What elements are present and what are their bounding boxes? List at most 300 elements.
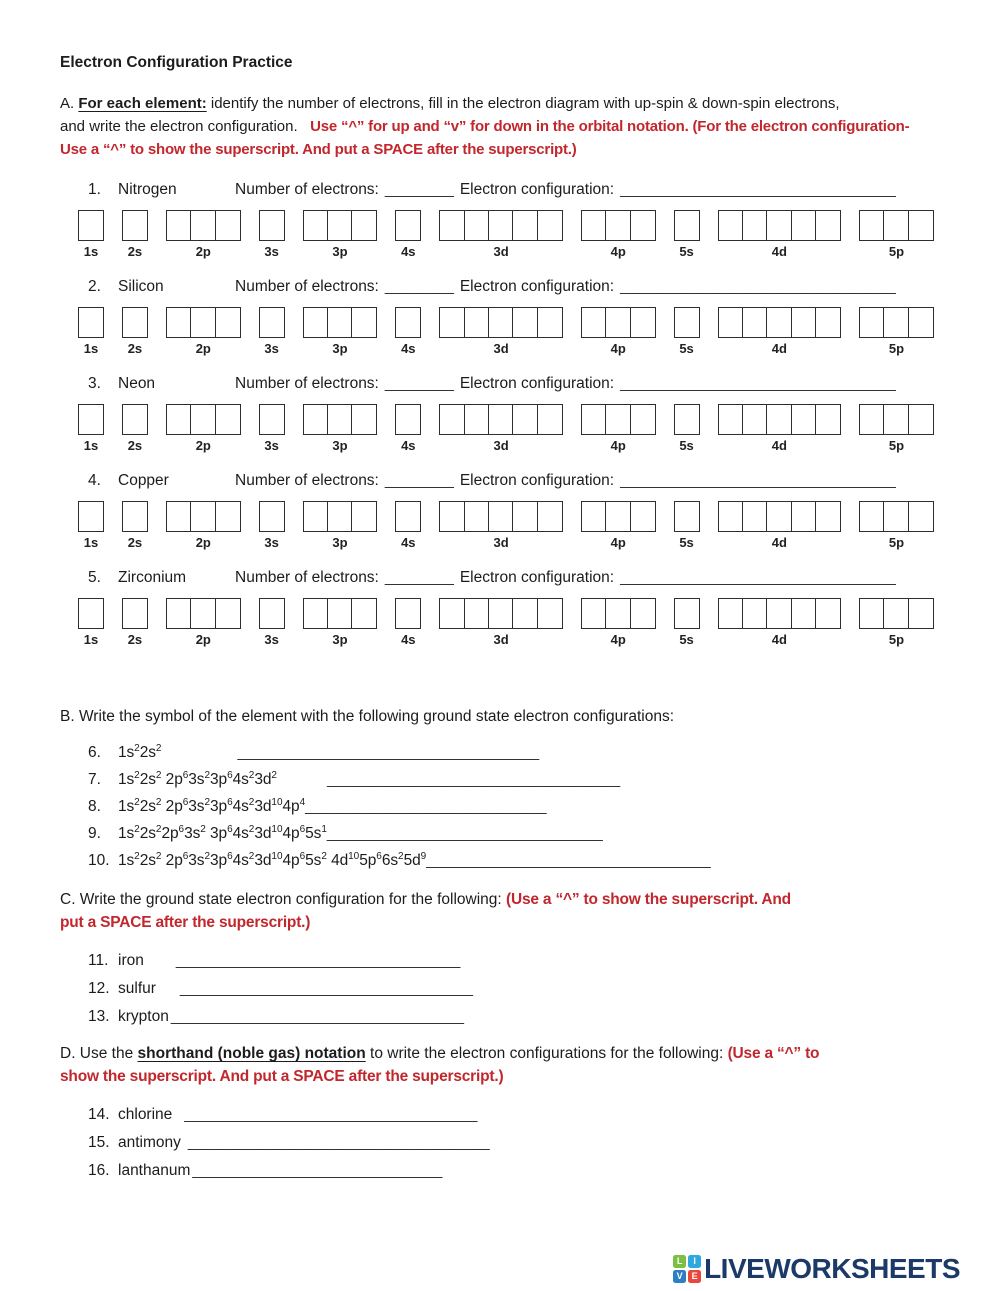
text-segment: put a SPACE after the superscript.) xyxy=(60,914,311,931)
answer-blank[interactable]: _________________________________ xyxy=(175,952,461,969)
element-name: Silicon xyxy=(118,278,164,295)
orbital-group-4d xyxy=(718,501,842,550)
orbital-box[interactable] xyxy=(327,210,353,241)
orbital-box[interactable] xyxy=(190,501,216,532)
superscript: 6 xyxy=(227,823,233,835)
orbital-box[interactable] xyxy=(766,307,792,338)
orbital-group-4s xyxy=(395,404,421,453)
orbital-box[interactable] xyxy=(464,501,490,532)
question-number: 2. xyxy=(88,278,101,295)
orbital-box[interactable] xyxy=(303,598,329,629)
orbital-box[interactable] xyxy=(190,598,216,629)
orbital-box[interactable] xyxy=(859,307,885,338)
orbital-box[interactable] xyxy=(630,598,656,629)
orbital-label: 3d xyxy=(493,632,509,647)
orbital-box[interactable] xyxy=(791,210,817,241)
orbital-box[interactable] xyxy=(908,501,934,532)
section-b-heading: B. Write the symbol of the element with the following ground state electron configurations: xyxy=(60,708,675,725)
orbital-label: 1s xyxy=(83,438,99,453)
orbital-group-2p xyxy=(166,210,241,259)
orbital-box[interactable] xyxy=(488,210,514,241)
element-item xyxy=(88,1132,960,1154)
orbital-box[interactable] xyxy=(395,598,421,629)
orbital-group-2s xyxy=(122,210,148,259)
element-name: Copper xyxy=(118,472,169,489)
orbital-box[interactable] xyxy=(630,210,656,241)
orbital-box[interactable] xyxy=(439,307,465,338)
orbital-box[interactable] xyxy=(78,404,104,435)
orbital-boxes xyxy=(303,598,378,629)
orbital-box[interactable] xyxy=(581,307,607,338)
orbital-boxes xyxy=(859,210,934,241)
orbital-group-3d xyxy=(439,210,563,259)
config-answer-blank[interactable]: ________________________________ xyxy=(620,472,896,489)
orbital-box[interactable] xyxy=(859,501,885,532)
orbital-box[interactable] xyxy=(674,501,700,532)
orbital-box[interactable] xyxy=(908,307,934,338)
orbital-label: 4p xyxy=(610,535,626,550)
orbital-box[interactable] xyxy=(815,598,841,629)
orbital-box[interactable] xyxy=(815,210,841,241)
orbital-groups xyxy=(78,501,934,550)
orbital-box[interactable] xyxy=(742,501,768,532)
orbital-text: 4p xyxy=(282,852,300,869)
orbital-box[interactable] xyxy=(259,404,285,435)
question-number: 7. xyxy=(88,771,101,788)
orbital-box[interactable] xyxy=(166,501,192,532)
superscript: 1 xyxy=(321,823,327,835)
orbital-box[interactable] xyxy=(439,210,465,241)
superscript: 2 xyxy=(155,742,162,754)
orbital-label: 3p xyxy=(332,535,348,550)
orbital-box[interactable] xyxy=(605,501,631,532)
orbital-text: 2s xyxy=(139,825,156,842)
heading-line xyxy=(60,888,960,911)
element-name: iron xyxy=(118,952,144,969)
orbital-box[interactable] xyxy=(512,404,538,435)
orbital-box[interactable] xyxy=(190,404,216,435)
orbital-box[interactable] xyxy=(908,210,934,241)
orbital-box[interactable] xyxy=(630,404,656,435)
orbital-box[interactable] xyxy=(464,307,490,338)
orbital-group-5s xyxy=(674,210,700,259)
orbital-boxes xyxy=(859,307,934,338)
question-number: 3. xyxy=(88,375,101,392)
orbital-boxes xyxy=(303,210,378,241)
orbital-boxes xyxy=(859,404,934,435)
orbital-box[interactable] xyxy=(674,598,700,629)
orbital-group-4s xyxy=(395,210,421,259)
orbital-box[interactable] xyxy=(815,307,841,338)
orbital-box[interactable] xyxy=(122,307,148,338)
orbital-boxes xyxy=(259,501,285,532)
orbital-group-4p xyxy=(581,404,656,453)
orbital-box[interactable] xyxy=(78,501,104,532)
orbital-box[interactable] xyxy=(742,210,768,241)
orbital-label: 2s xyxy=(127,244,143,259)
orbital-box[interactable] xyxy=(512,307,538,338)
orbital-label: 2p xyxy=(195,438,211,453)
orbital-boxes xyxy=(78,404,104,435)
orbital-box[interactable] xyxy=(630,307,656,338)
section-c xyxy=(60,888,960,1028)
row-header xyxy=(88,276,960,297)
superscript: 6 xyxy=(299,850,306,862)
orbital-box[interactable] xyxy=(122,210,148,241)
question-number: 5. xyxy=(88,569,101,586)
config-label: Electron configuration: xyxy=(459,472,615,489)
orbital-text: 2s xyxy=(139,798,156,815)
orbital-box[interactable] xyxy=(537,307,563,338)
orbital-box[interactable] xyxy=(122,598,148,629)
orbital-group-4d xyxy=(718,307,842,356)
element-item xyxy=(88,950,960,972)
orbital-box[interactable] xyxy=(190,307,216,338)
orbital-box[interactable] xyxy=(581,404,607,435)
orbital-box[interactable] xyxy=(605,598,631,629)
superscript: 2 xyxy=(204,796,211,808)
orbital-box[interactable] xyxy=(537,598,563,629)
orbital-box[interactable] xyxy=(351,307,377,338)
superscript: 2 xyxy=(134,823,140,835)
superscript: 2 xyxy=(321,850,327,862)
electrons-label: Number of electrons: xyxy=(235,472,379,489)
orbital-box[interactable] xyxy=(215,598,241,629)
orbital-text: 3s xyxy=(188,798,205,815)
orbital-box[interactable] xyxy=(439,501,465,532)
orbital-group-1s xyxy=(78,501,104,550)
element-item xyxy=(88,978,960,1000)
orbital-boxes xyxy=(674,598,700,629)
row-header xyxy=(88,179,960,200)
orbital-box[interactable] xyxy=(883,598,909,629)
orbital-boxes xyxy=(303,404,378,435)
orbital-box[interactable] xyxy=(766,598,792,629)
orbital-box[interactable] xyxy=(718,210,744,241)
superscript: 2 xyxy=(200,823,206,835)
orbital-box[interactable] xyxy=(791,307,817,338)
orbital-boxes xyxy=(439,501,563,532)
orbital-group-5p xyxy=(859,404,934,453)
brand-tile-I: I xyxy=(688,1255,701,1268)
orbital-box[interactable] xyxy=(674,404,700,435)
superscript: 2 xyxy=(248,769,255,781)
orbital-boxes xyxy=(78,210,104,241)
electron-configuration xyxy=(118,769,277,791)
orbital-boxes xyxy=(674,307,700,338)
orbital-box[interactable] xyxy=(439,598,465,629)
orbital-boxes xyxy=(581,404,656,435)
orbital-boxes xyxy=(166,404,241,435)
orbital-boxes xyxy=(122,404,148,435)
orbital-box[interactable] xyxy=(581,210,607,241)
orbital-box[interactable] xyxy=(883,210,909,241)
orbital-box[interactable] xyxy=(303,210,329,241)
orbital-box[interactable] xyxy=(259,307,285,338)
orbital-box[interactable] xyxy=(674,210,700,241)
orbital-group-4s xyxy=(395,307,421,356)
superscript: 9 xyxy=(420,850,427,862)
orbital-box[interactable] xyxy=(166,598,192,629)
orbital-box[interactable] xyxy=(908,598,934,629)
electrons-answer-blank[interactable]: ________ xyxy=(384,375,454,392)
orbital-box[interactable] xyxy=(605,307,631,338)
orbital-text: 4s xyxy=(232,825,249,842)
config-answer-blank[interactable]: ________________________________ xyxy=(620,278,896,295)
orbital-box[interactable] xyxy=(537,501,563,532)
element-item xyxy=(88,1104,960,1126)
orbital-box[interactable] xyxy=(718,404,744,435)
orbital-box[interactable] xyxy=(78,307,104,338)
orbital-boxes xyxy=(166,210,241,241)
answer-blank[interactable]: ___________________________________ xyxy=(237,744,540,761)
orbital-box[interactable] xyxy=(883,501,909,532)
orbital-group-3s xyxy=(259,404,285,453)
orbital-boxes xyxy=(122,501,148,532)
orbital-box[interactable] xyxy=(512,210,538,241)
orbital-group-3s xyxy=(259,307,285,356)
orbital-label: 3d xyxy=(493,244,509,259)
orbital-label: 3d xyxy=(493,535,509,550)
question-number: 16. xyxy=(88,1162,110,1179)
orbital-group-5s xyxy=(674,598,700,647)
orbital-box[interactable] xyxy=(327,598,353,629)
orbital-box[interactable] xyxy=(259,598,285,629)
orbital-box[interactable] xyxy=(351,210,377,241)
orbital-box[interactable] xyxy=(303,404,329,435)
orbital-box[interactable] xyxy=(464,598,490,629)
orbital-box[interactable] xyxy=(395,210,421,241)
orbital-box[interactable] xyxy=(259,210,285,241)
intro-line xyxy=(60,138,960,161)
orbital-box[interactable] xyxy=(122,404,148,435)
answer-blank[interactable]: ____________________________ xyxy=(305,798,547,815)
orbital-box[interactable] xyxy=(327,404,353,435)
orbital-box[interactable] xyxy=(859,404,885,435)
question-number: 9. xyxy=(88,825,101,842)
orbital-box[interactable] xyxy=(351,404,377,435)
orbital-boxes xyxy=(166,501,241,532)
orbital-group-5s xyxy=(674,404,700,453)
answer-blank[interactable]: __________________________________ xyxy=(179,980,473,997)
orbital-box[interactable] xyxy=(815,501,841,532)
orbital-box[interactable] xyxy=(581,501,607,532)
orbital-label: 5p xyxy=(888,438,905,453)
orbital-box[interactable] xyxy=(215,307,241,338)
orbital-box[interactable] xyxy=(488,404,514,435)
orbital-box[interactable] xyxy=(166,307,192,338)
orbital-box[interactable] xyxy=(215,501,241,532)
orbital-boxes xyxy=(259,307,285,338)
orbital-box[interactable] xyxy=(303,501,329,532)
orbital-box[interactable] xyxy=(742,307,768,338)
orbital-box[interactable] xyxy=(674,307,700,338)
orbital-box[interactable] xyxy=(581,598,607,629)
config-answer-blank[interactable]: ________________________________ xyxy=(620,181,896,198)
answer-blank[interactable]: _________________________________ xyxy=(426,852,711,869)
orbital-label: 4p xyxy=(610,341,626,356)
orbital-text: 3s xyxy=(188,771,205,788)
superscript: 6 xyxy=(376,850,382,862)
electrons-answer-blank[interactable]: ________ xyxy=(384,181,454,198)
orbital-label: 3p xyxy=(332,244,348,259)
orbital-group-3s xyxy=(259,501,285,550)
heading-line xyxy=(60,911,960,934)
orbital-boxes xyxy=(674,210,700,241)
orbital-box[interactable] xyxy=(908,404,934,435)
text-segment: identify the number of electrons, fill in the electron diagram with up-spin & down-spin electrons, xyxy=(206,95,840,112)
orbital-boxes xyxy=(581,598,656,629)
answer-blank[interactable]: __________________________________ xyxy=(184,1106,478,1123)
orbital-box[interactable] xyxy=(166,210,192,241)
answer-blank[interactable]: _____________________________ xyxy=(192,1162,443,1179)
element-name: krypton xyxy=(118,1008,169,1025)
orbital-group-3d xyxy=(439,501,563,550)
orbital-box[interactable] xyxy=(351,501,377,532)
answer-blank[interactable]: __________________________________ xyxy=(326,771,621,788)
orbital-box[interactable] xyxy=(488,598,514,629)
superscript: 2 xyxy=(134,769,140,781)
orbital-boxes xyxy=(78,598,104,629)
orbital-boxes xyxy=(259,210,285,241)
orbital-group-5p xyxy=(859,307,934,356)
orbital-box[interactable] xyxy=(718,501,744,532)
orbital-box[interactable] xyxy=(351,598,377,629)
orbital-label: 3p xyxy=(332,341,348,356)
orbital-group-4d xyxy=(718,598,842,647)
worksheet-title: Electron Configuration Practice xyxy=(60,54,293,71)
liveworksheets-brand[interactable] xyxy=(673,1253,960,1285)
orbital-box[interactable] xyxy=(464,404,490,435)
orbital-label: 2s xyxy=(127,632,143,647)
text-segment: Use “^” for up and “v” for down in the orbital notation. (For the electron configuration- xyxy=(310,118,910,135)
orbital-box[interactable] xyxy=(605,404,631,435)
orbital-groups xyxy=(78,404,934,453)
orbital-group-2p xyxy=(166,501,241,550)
orbital-box[interactable] xyxy=(742,598,768,629)
orbital-label: 3p xyxy=(332,438,348,453)
orbital-boxes xyxy=(303,307,378,338)
orbital-box[interactable] xyxy=(766,404,792,435)
orbital-group-2p xyxy=(166,307,241,356)
orbital-box[interactable] xyxy=(166,404,192,435)
orbital-box[interactable] xyxy=(122,501,148,532)
orbital-box[interactable] xyxy=(395,501,421,532)
text-segment: and write the electron configuration. xyxy=(60,118,311,135)
orbital-group-4p xyxy=(581,598,656,647)
orbital-text: 2s xyxy=(139,771,156,788)
orbital-box[interactable] xyxy=(259,501,285,532)
answer-blank[interactable]: __________________________________ xyxy=(170,1008,464,1025)
orbital-box[interactable] xyxy=(859,598,885,629)
answer-blank[interactable]: ________________________________ xyxy=(326,825,603,842)
orbital-box[interactable] xyxy=(512,598,538,629)
orbital-text: 3s xyxy=(188,852,205,869)
orbital-group-4p xyxy=(581,501,656,550)
orbital-group-2p xyxy=(166,598,241,647)
orbital-text: 1s xyxy=(118,852,135,869)
electrons-answer-blank[interactable]: ________ xyxy=(384,278,454,295)
orbital-row xyxy=(60,373,960,453)
orbital-box[interactable] xyxy=(512,501,538,532)
orbital-box[interactable] xyxy=(215,210,241,241)
answer-blank[interactable]: ___________________________________ xyxy=(187,1134,490,1151)
orbital-box[interactable] xyxy=(303,307,329,338)
electrons-answer-blank[interactable]: ________ xyxy=(384,569,454,586)
orbital-box[interactable] xyxy=(464,210,490,241)
orbital-label: 4d xyxy=(771,535,787,550)
orbital-box[interactable] xyxy=(718,598,744,629)
orbital-box[interactable] xyxy=(327,501,353,532)
orbital-box[interactable] xyxy=(766,210,792,241)
orbital-box[interactable] xyxy=(630,501,656,532)
orbital-boxes xyxy=(439,404,563,435)
orbital-text: 5d xyxy=(403,852,421,869)
orbital-label: 2p xyxy=(195,244,211,259)
orbital-boxes xyxy=(259,598,285,629)
orbital-box[interactable] xyxy=(605,210,631,241)
orbital-label: 3p xyxy=(332,632,348,647)
orbital-box[interactable] xyxy=(791,501,817,532)
section-c-heading xyxy=(60,888,960,934)
config-answer-blank[interactable]: ________________________________ xyxy=(620,375,896,392)
orbital-box[interactable] xyxy=(190,210,216,241)
orbital-box[interactable] xyxy=(488,307,514,338)
orbital-group-3p xyxy=(303,501,378,550)
electrons-label: Number of electrons: xyxy=(235,375,379,392)
orbital-box[interactable] xyxy=(327,307,353,338)
electron-configuration xyxy=(118,823,327,845)
orbital-box[interactable] xyxy=(859,210,885,241)
orbital-boxes xyxy=(439,210,563,241)
orbital-box[interactable] xyxy=(537,210,563,241)
orbital-box[interactable] xyxy=(488,501,514,532)
superscript: 2 xyxy=(155,850,162,862)
orbital-box[interactable] xyxy=(718,307,744,338)
electrons-answer-blank[interactable]: ________ xyxy=(384,472,454,489)
orbital-box[interactable] xyxy=(395,404,421,435)
orbital-text: 2p xyxy=(161,771,183,788)
orbital-group-3p xyxy=(303,404,378,453)
orbital-boxes xyxy=(581,210,656,241)
orbital-box[interactable] xyxy=(78,210,104,241)
orbital-box[interactable] xyxy=(883,307,909,338)
element-name: lanthanum xyxy=(118,1162,191,1179)
config-answer-blank[interactable]: ________________________________ xyxy=(620,569,896,586)
electron-configuration xyxy=(118,850,426,872)
orbital-box[interactable] xyxy=(791,598,817,629)
orbital-box[interactable] xyxy=(395,307,421,338)
text-segment: Use a “^” to show the superscript. And put a SPACE after the superscript.) xyxy=(60,141,577,158)
orbital-label: 4s xyxy=(401,341,416,356)
orbital-boxes xyxy=(718,210,842,241)
orbital-text: 2s xyxy=(139,852,156,869)
intro-line xyxy=(60,92,960,115)
orbital-box[interactable] xyxy=(791,404,817,435)
brand-tile-L: L xyxy=(673,1255,686,1268)
orbital-box[interactable] xyxy=(439,404,465,435)
orbital-box[interactable] xyxy=(215,404,241,435)
orbital-box[interactable] xyxy=(766,501,792,532)
orbital-group-5s xyxy=(674,307,700,356)
orbital-boxes xyxy=(581,501,656,532)
orbital-box[interactable] xyxy=(742,404,768,435)
orbital-box[interactable] xyxy=(78,598,104,629)
section-b xyxy=(60,705,960,872)
orbital-box[interactable] xyxy=(883,404,909,435)
orbital-box[interactable] xyxy=(537,404,563,435)
orbital-box[interactable] xyxy=(815,404,841,435)
